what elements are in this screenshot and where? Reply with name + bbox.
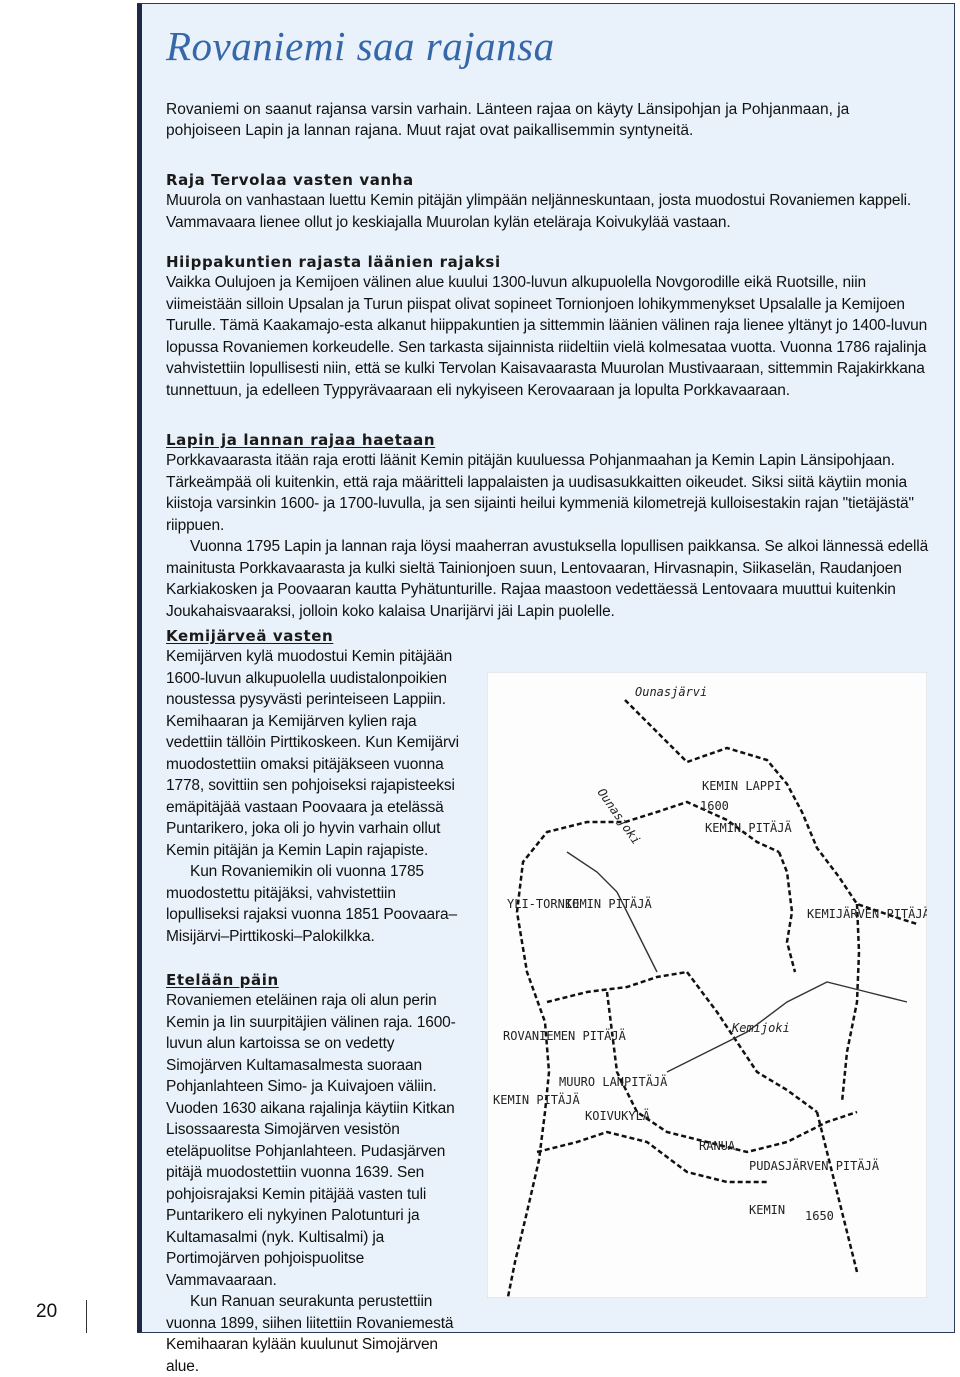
page-number: 20 (36, 1301, 58, 1322)
map-label: 1600 (700, 799, 729, 813)
border-map-drawing (487, 672, 927, 1298)
map-label: Ounasjoki (594, 785, 644, 847)
section-paragraph: Porkkavaarasta itään raja erotti läänit Kemin pitäjän kuuluessa Pohjanmaahan ja Kemin Lapin Länsipohjaan. Tärkeämpää oli kuitenkin, että raja määritteli lappalaisten ja uudisasukkaitten oikeudet. Siksi siitä käytiin monia kiistoja varsinkin 1600- ja 1700-luvulla, ja sen sijainti heilui kymmeniä kilometrejä kulloisestakin rajan "tietäjästä" riippuen. (166, 452, 914, 534)
map-label: KEMIN PITÄJÄ (705, 821, 792, 835)
map-label: KOIVUKYLÄ (585, 1109, 651, 1123)
map-label: KEMIN LAPPI (702, 779, 782, 793)
map-label: YLI-TORNIO (507, 897, 580, 911)
map-label: Kemijoki (732, 1021, 790, 1035)
section-body: Muurola on vanhastaan luettu Kemin pitäjän ylimpään neljänneskuntaan, josta muodostui Rovaniemen kappeli. Vammavaara lienee ollut jo keskiajalla Muurolan kylän eteläraja Koivukylää vastaan. (166, 192, 912, 231)
map-label: PUDASJÄRVEN PITÄJÄ (749, 1159, 880, 1173)
section-heading: Hiippakuntien rajasta läänien rajaksi (166, 253, 501, 271)
page-number-divider (86, 1300, 87, 1333)
section-heading: Etelään päin (166, 971, 279, 989)
section-tervola (166, 170, 931, 233)
section-etelaan (166, 970, 466, 1377)
section-paragraph: Rovaniemen eteläinen raja oli alun perin Kemin ja Iin suurpitäjien välinen raja. 1600-luvun alun kartoissa se on vedetty Simojärven Kultamasalmesta suoraan Pohjanlahteen Simo- ja Kuivajoen väliin. Vuoden 1630 aikana rajalinja käytiin Kitkan Lisossaaresta Simojärven vesistön eteläpuolitse Pohjanlahteen. Pudasjärven pitäjä muodostettiin vuonna 1639. Sen pohjoisrajaksi Kemin pitäjää vasten tuli Puntarikero eli nykyinen Palotunturi ja Kultamasalmi (nyk. Kultisalmi) ja Portimojärven pohjoispuolitse Vammavaaraan. (166, 992, 456, 1289)
section-heading: Lapin ja lannan rajaa haetaan (166, 431, 436, 449)
border-map (487, 672, 927, 1298)
map-label: RANUA (699, 1139, 736, 1153)
section-lappi (166, 430, 931, 622)
section-body: Vaikka Oulujoen ja Kemijoen välinen alue kuului 1300-luvun alkupuolella Novgorodille eikä Ruotsille, niin viimeistään silloin Upsalan ja Turun piispat olivat sopineet Tornionjoen lohikymmenykset Upsalalle ja Kemijoen Turulle. Tämä Kaakamajo-esta alkanut hiippakuntien ja sittemmin läänien välinen raja lienee yltänyt jo 1400-luvun lopussa Rovaniemen korkeudelle. Sen tarkasta sijainnista riideltiin vielä kolmesataa vuotta. Vuonna 1786 rajalinja vahvistettiin lopullisesti niin, että se kulki Tervolan Kaisavaarasta Muurolan Mustivaaraan, sittemmin Rajakirkkana tunnettuun, ja edelleen Typpyrävaaraan eli nykyiseen Kerovaaraan ja lopulta Porkkavaaraan. (166, 274, 928, 399)
section-paragraph: Kun Rovaniemikin oli vuonna 1785 muodostettu pitäjäksi, vahvistettiin lopulliseksi rajaksi vuonna 1851 Poovaara–Misijärvi–Pirttikoski–Palokilkka. (166, 863, 457, 945)
section-heading: Kemijärveä vasten (166, 627, 334, 645)
map-label: ROVANIEMEN PITÄJÄ (503, 1029, 626, 1043)
section-kemijarvi (166, 626, 466, 947)
section-paragraph: Kun Ranuan seurakunta perustettiin vuonna 1899, siihen liitettiin Rovaniemestä Kemihaaran kylään kuulunut Simojärven alue. (166, 1293, 454, 1375)
section-paragraph: Kemijärven kylä muodostui Kemin pitäjään 1600-luvun alkupuolella uudistalonpoikien noustessa pysyvästi perinteiseen Lappiin. Kemihaaran ja Kemijärven kylien raja vedettiin tällöin Pirttikoskeen. Kun Kemijärvi muodostettiin omaksi pitäjäkseen vuonna 1778, sovittiin sen pohjoiseksi rajapisteeksi emäpitäjää vastaan Poovaara ja etelässä Puntarikero, joka oli jo hyvin varhain ollut Kemin pitäjän ja Kemin Lapin rajapiste. (166, 648, 459, 859)
map-label: 1650 (805, 1209, 834, 1223)
map-label: MUURO LANPITÄJÄ (559, 1075, 668, 1089)
intro-paragraph: Rovaniemi on saanut rajansa varsin varhain. Länteen rajaa on käyty Länsipohjan ja Pohjanmaan, ja pohjoiseen Lapin ja lannan rajana. Muut rajat ovat paikallisemmin syntyneitä. (166, 101, 850, 139)
map-label: KEMIN PITÄJÄ (493, 1093, 580, 1107)
map-label: KEMIN PITÄJÄ (565, 897, 652, 911)
section-heading: Raja Tervolaa vasten vanha (166, 171, 414, 189)
map-label: KEMIJÄRVEN PITÄJÄ (807, 907, 927, 921)
section-paragraph: Vuonna 1795 Lapin ja lannan raja löysi maaherran avustuksella lopullisen paikkansa. Se alkoi lännessä edellä mainitusta Porkkavaarasta ja kulki sieltä Tainionjoen suun, Lentovaaran, Hirvasnapin, Siikaselän, Raudanjoen Karkiakosken ja Poovaaran kautta Pyhätunturille. Rajaa maastoon vedettäessä Lentovaara muuttui kuitenkin Joukahaisvaaraksi, jolloin koko kalaisa Unarijärvi jäi Lapin puolelle. (166, 538, 929, 620)
page-title: Rovaniemi saa rajansa (166, 23, 555, 69)
section-hiippakunta (166, 252, 931, 401)
map-label: KEMIN (749, 1203, 786, 1217)
map-label: Ounasjärvi (635, 685, 708, 699)
